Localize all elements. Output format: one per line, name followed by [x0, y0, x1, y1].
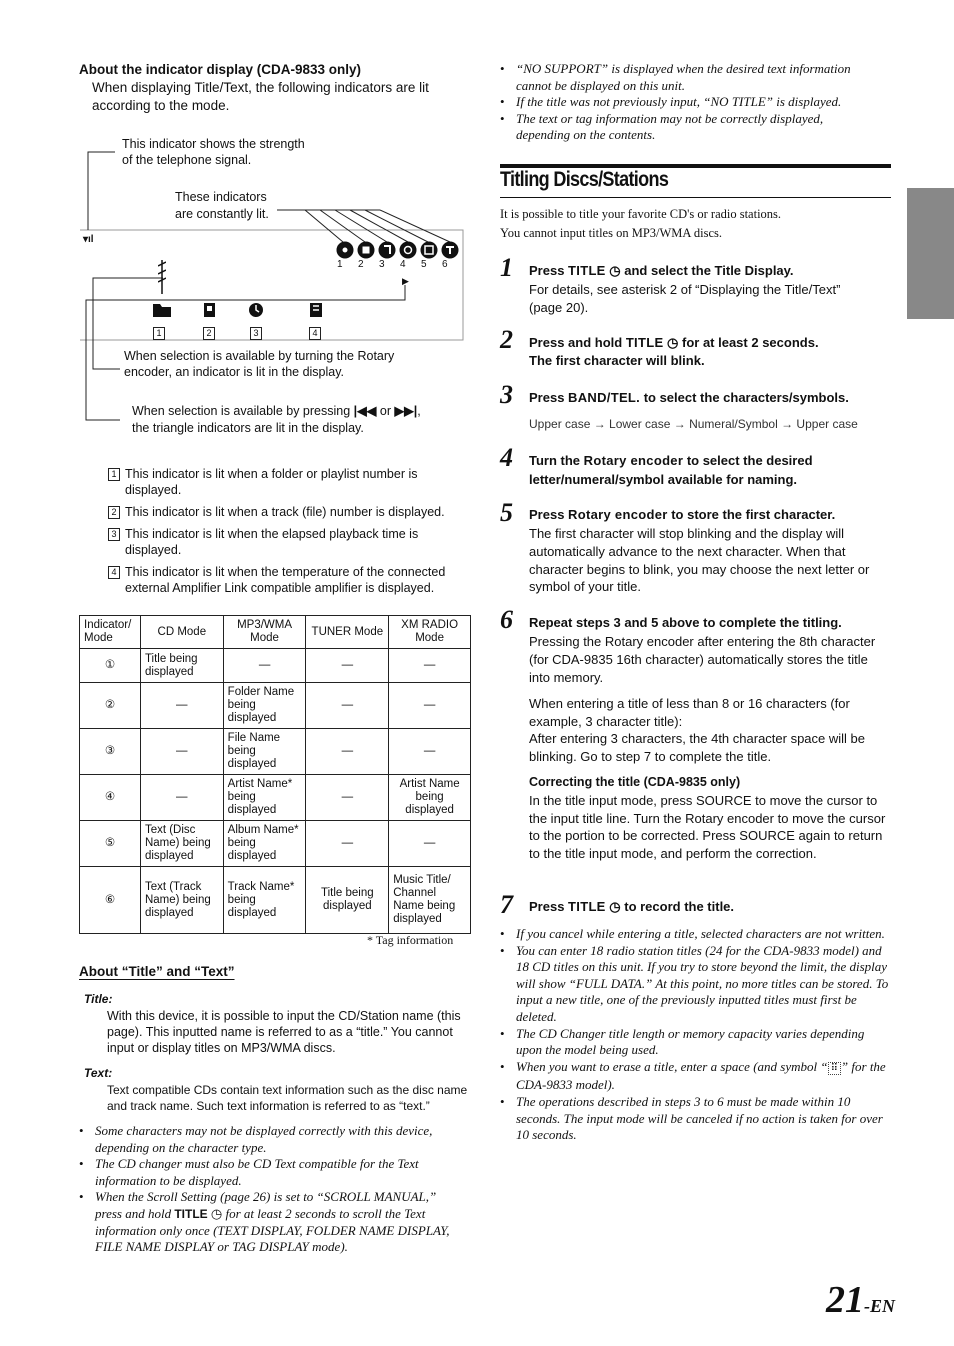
clock-icon: ◷: [210, 1205, 223, 1221]
list-item: [79, 1189, 464, 1255]
table-cell: ⑥: [80, 867, 141, 934]
step-2-text-b: for at least 2 seconds.: [678, 335, 819, 350]
triangle-note-1c: ,: [417, 404, 421, 418]
table-row: [80, 821, 471, 867]
intro-line-1: It is possible to title your favorite CD's or radio stations.: [500, 207, 782, 221]
table-header: MP3/WMA Mode: [223, 616, 306, 649]
step-2-key: TITLE: [625, 335, 664, 350]
erase-text-b: ” for the CDA-9833 model).: [516, 1058, 886, 1093]
step-6-detail-3: After entering 3 characters, the 4th character space will be blinking. Go to step 7 to complete the title.: [529, 731, 866, 764]
bullet3-text-a: When the Scroll Setting (page 26) is set to “SCROLL MANUAL,” press and hold: [95, 1189, 437, 1221]
erase-text-a: When you want to erase a title, enter a space (and symbol “: [516, 1058, 828, 1074]
step-7-title: [529, 899, 734, 915]
table-cell: —: [389, 821, 471, 867]
circled-label-3: 3: [379, 259, 385, 270]
table-row: [80, 775, 471, 821]
signal-strength-icon: ▾ıl: [83, 234, 94, 245]
bullet3-title-key: TITLE: [174, 1206, 208, 1221]
table-cell: Text (Disc Name) being displayed: [140, 821, 223, 867]
box-item-3-text: This indicator is lit when the elapsed playback time is displayed.: [125, 527, 419, 557]
step-2-title-line2: The first character will blink.: [529, 353, 705, 368]
triangle-note-1: [132, 403, 421, 419]
list-item: • The CD changer must also be CD Text compatible for the Text information to be displayed.: [79, 1156, 464, 1189]
title-label: Title:: [84, 992, 113, 1006]
step-7-key: TITLE: [568, 899, 606, 914]
table-cell: —: [306, 775, 389, 821]
box-item-4-num: 4: [108, 566, 120, 579]
table-cell: ④: [80, 775, 141, 821]
box-label-2: 2: [203, 327, 215, 340]
step-2-title: [529, 335, 819, 351]
step-3-key: BAND/TEL.: [568, 390, 641, 405]
table-cell: File Name being displayed: [223, 729, 306, 775]
step-5-title: [529, 507, 835, 522]
table-row: [80, 649, 471, 683]
diagram-lines: [75, 130, 475, 450]
step-3-number: 3: [500, 380, 513, 409]
box-item-1-num: 1: [108, 468, 120, 481]
step-5-detail: The first character will stop blinking and the display will automatically advance to the next character. When that character begins to blink, you may choose the next letter or symbol of your title.: [529, 526, 870, 595]
clock-icon: ◷: [609, 899, 621, 914]
correcting-text-c: to move the cursor to the portion to be corrected. Press: [529, 810, 886, 844]
circled-label-4: 4: [400, 259, 406, 270]
table-cell: Artist Name being displayed: [389, 775, 471, 821]
right-top-notes-list: [500, 61, 880, 144]
correcting-key-rotary: Rotary encoder: [685, 810, 774, 826]
page-number-suffix: -EN: [864, 1296, 895, 1316]
step-5-number: 5: [500, 498, 513, 527]
lit-note-1: These indicators: [175, 190, 267, 204]
table-header: Indicator/ Mode: [80, 616, 141, 649]
step-3-text-a: Press: [529, 390, 569, 405]
list-item: • The CD Changer title length or memory capacity varies depending upon the model being used.: [500, 1026, 892, 1059]
table-cell: ③: [80, 729, 141, 775]
step-2-number: 2: [500, 325, 513, 354]
step-5-text-b: to store the first character.: [667, 507, 836, 522]
step-7-text-b: to record the title.: [620, 899, 735, 914]
circled-label-6: 6: [442, 259, 448, 270]
correcting-detail: [529, 792, 889, 862]
table-cell: Title being displayed: [140, 649, 223, 683]
table-cell: Text (Track Name) being displayed: [140, 867, 223, 934]
table-cell: —: [140, 729, 223, 775]
table-cell: —: [389, 683, 471, 729]
step-7-text-a: Press: [529, 899, 569, 914]
indicator-diagram: [75, 130, 475, 450]
text-text: Text compatible CDs contain text information such as the disc name and track name. Such text information is referred to as “text.”: [107, 1083, 468, 1113]
table-cell: —: [306, 729, 389, 775]
right-bottom-notes-list: [500, 926, 892, 1144]
box-item-2-text: This indicator is lit when a track (file) number is displayed.: [125, 505, 445, 519]
step-1-key: TITLE: [568, 263, 606, 278]
triangle-right-icon: ▶: [402, 276, 409, 286]
table-cell: ①: [80, 649, 141, 683]
step-5-text-a: Press: [529, 507, 569, 522]
triangle-note-1b: or: [379, 404, 391, 418]
left-notes-list: [79, 1123, 464, 1256]
table-cell: ②: [80, 683, 141, 729]
box-item-4-text: This indicator is lit when the temperature of the connected external Amplifier Link compatible amplifier is displayed.: [125, 565, 446, 595]
step-3-title: [529, 390, 849, 405]
triangle-note-2: the triangle indicators are lit in the display.: [132, 421, 364, 435]
indicator-intro: When displaying Title/Text, the following indicators are lit according to the mode.: [92, 80, 429, 113]
step-4-title: [529, 452, 879, 489]
correcting-key-source: SOURCE: [695, 793, 752, 808]
box-item-3-num: 3: [108, 528, 120, 541]
indicator-mode-table: [79, 615, 471, 934]
step-1-title: [529, 263, 794, 279]
table-row: [80, 867, 471, 934]
table-cell: —: [389, 729, 471, 775]
signal-note-2: of the telephone signal.: [122, 153, 252, 167]
space-symbol-icon: ⠿: [828, 1062, 841, 1075]
prev-track-icon: |◀◀: [353, 404, 377, 418]
table-cell: Folder Name being displayed: [223, 683, 306, 729]
step-4-number: 4: [500, 443, 513, 472]
step-1-detail: For details, see asterisk 2 of “Displaying the Title/Text” (page 20).: [529, 282, 841, 315]
folder-icon: [152, 302, 172, 323]
box-item-4: [108, 564, 468, 596]
step-5-key: Rotary encoder: [568, 507, 668, 522]
list-item: • “NO SUPPORT” is displayed when the desired text information cannot be displayed on this unit.: [500, 61, 880, 94]
thermometer-icon: [308, 302, 324, 323]
about-title-text-heading: About “Title” and “Text”: [79, 964, 235, 979]
step-6-number: 6: [500, 605, 513, 634]
box-label-3: 3: [250, 327, 262, 340]
table-cell: —: [140, 775, 223, 821]
box-item-list: [108, 466, 468, 596]
table-cell: —: [223, 649, 306, 683]
step-6-p1-key: Rotary encoder: [604, 634, 694, 649]
step-6-title: Repeat steps 3 and 5 above to complete the titling.: [529, 615, 842, 630]
track-icon: [202, 302, 218, 323]
correcting-key-source-2: SOURCE: [739, 828, 795, 844]
list-item: • If you cancel while entering a title, selected characters are not written.: [500, 926, 892, 943]
clock-icon: ◷: [667, 335, 679, 350]
correcting-heading: Correcting the title (CDA-9835 only): [529, 775, 741, 789]
table-cell: Title being displayed: [306, 867, 389, 934]
rotary-indicator-icon: [158, 260, 166, 294]
table-footnote: * Tag information: [367, 933, 454, 947]
section-rule-bottom: [500, 197, 891, 198]
step-1-text-b: and select the Title Display.: [620, 263, 794, 278]
table-cell: Album Name* being displayed: [223, 821, 306, 867]
table-header-row: [80, 616, 471, 649]
section-title: Titling Discs/Stations: [500, 168, 669, 191]
list-item: • If the title was not previously input, “NO TITLE” is displayed.: [500, 94, 880, 111]
step-6-detail-2: When entering a title of less than 8 or 16 characters (for example, 3 character title):: [529, 696, 850, 729]
bullet3-text-b: for at least 2 seconds to scroll the Text information only once (TEXT DISPLAY, FOLDER NAME DISPLAY, FILE NAME DISPLAY or TAG DISPLAY mode).: [95, 1205, 450, 1255]
table-cell: ⑤: [80, 821, 141, 867]
rotary-note-1: When selection is available by turning the Rotary: [124, 349, 395, 363]
box-item-2-num: 2: [108, 506, 120, 519]
mode-icons-svg: [335, 240, 460, 260]
table-cell: —: [306, 683, 389, 729]
title-text: With this device, it is possible to input the CD/Station name (this page). This inputted name is referred to as a “title.” You cannot input or display titles on MP3/WMA discs.: [107, 1009, 461, 1055]
correcting-text-d: again to return to the title input mode, and perform the correction.: [529, 828, 883, 861]
signal-note-1: This indicator shows the strength: [122, 137, 305, 151]
list-item: • You can enter 18 radio station titles (24 for the CDA-9833 model) and 18 CD titles on this unit. If you try to store beyond the limit, the display will show “FULL DATA.” At this point, no more titles can be stored. To input a new title, one of the previously inputted titles must first be deleted.: [500, 943, 892, 1026]
step-3-sequence: Upper case → Lower case → Numeral/Symbol → Upper case: [529, 417, 858, 431]
step-4-text-a: Turn the: [529, 453, 584, 468]
step-6-detail-1: [529, 633, 884, 686]
table-row: [80, 683, 471, 729]
step-7-number: 7: [500, 890, 513, 919]
table-row: [80, 729, 471, 775]
clock-icon: ◷: [609, 263, 621, 278]
indicator-heading: About the indicator display (CDA-9833 only): [79, 62, 362, 77]
step-2-text-a: Press and hold: [529, 335, 626, 350]
table-cell: Track Name* being displayed: [223, 867, 306, 934]
intro-line-2: You cannot input titles on MP3/WMA discs.: [500, 226, 723, 240]
table-header: CD Mode: [140, 616, 223, 649]
table-cell: Artist Name* being displayed: [223, 775, 306, 821]
side-tab: [907, 188, 954, 319]
correcting-text-b: to move the cursor to the input title line. Turn the: [529, 793, 878, 826]
step-3-text-b: to select the characters/symbols.: [640, 390, 849, 405]
box-label-1: 1: [153, 327, 165, 340]
box-item-3: [108, 526, 468, 558]
box-item-2: [108, 504, 468, 520]
list-item: [500, 1059, 892, 1094]
table-header: XM RADIO Mode: [389, 616, 471, 649]
clock-icon: [248, 302, 264, 323]
step-4-key: Rotary encoder: [583, 453, 684, 468]
step-6-p1-a: Pressing the: [529, 634, 605, 649]
table-cell: —: [306, 649, 389, 683]
table-header: TUNER Mode: [306, 616, 389, 649]
table-cell: Music Title/ Channel Name being displayed: [389, 867, 471, 934]
table-cell: —: [140, 683, 223, 729]
step-1-number: 1: [500, 253, 513, 282]
box-label-4: 4: [309, 327, 321, 340]
circled-label-2: 2: [358, 259, 364, 270]
circled-label-1: 1: [337, 259, 343, 270]
circled-label-5: 5: [421, 259, 427, 270]
page-number: [826, 1278, 895, 1322]
triangle-note-1a: When selection is available by pressing: [132, 404, 351, 418]
step-6-p1-b: after entering the 8th character (for CDA-9835 16th character) automatically stores the title into memory.: [529, 634, 876, 685]
list-item: • The text or tag information may not be correctly displayed, depending on the contents.: [500, 111, 880, 144]
lit-note-2: are constantly lit.: [175, 207, 269, 221]
text-label: Text:: [84, 1066, 113, 1080]
list-item: • The operations described in steps 3 to 6 must be made within 10 seconds. The input mode will be canceled if no action is taken for over 10 seconds.: [500, 1094, 892, 1144]
list-item: • Some characters may not be displayed correctly with this device, depending on the character type.: [79, 1123, 464, 1156]
page-number-value: 21: [826, 1279, 864, 1321]
step-4-text-b: to select the desired letter/numeral/symbol available for naming.: [529, 453, 813, 487]
next-track-icon: ▶▶|: [394, 404, 418, 418]
box-item-1-text: This indicator is lit when a folder or playlist number is displayed.: [125, 467, 418, 497]
table-cell: —: [306, 821, 389, 867]
rotary-note-2: encoder, an indicator is lit in the display.: [124, 365, 345, 379]
correcting-text-a: In the title input mode, press: [529, 793, 696, 808]
box-item-1: [108, 466, 468, 498]
step-1-text-a: Press: [529, 263, 569, 278]
table-cell: —: [389, 649, 471, 683]
